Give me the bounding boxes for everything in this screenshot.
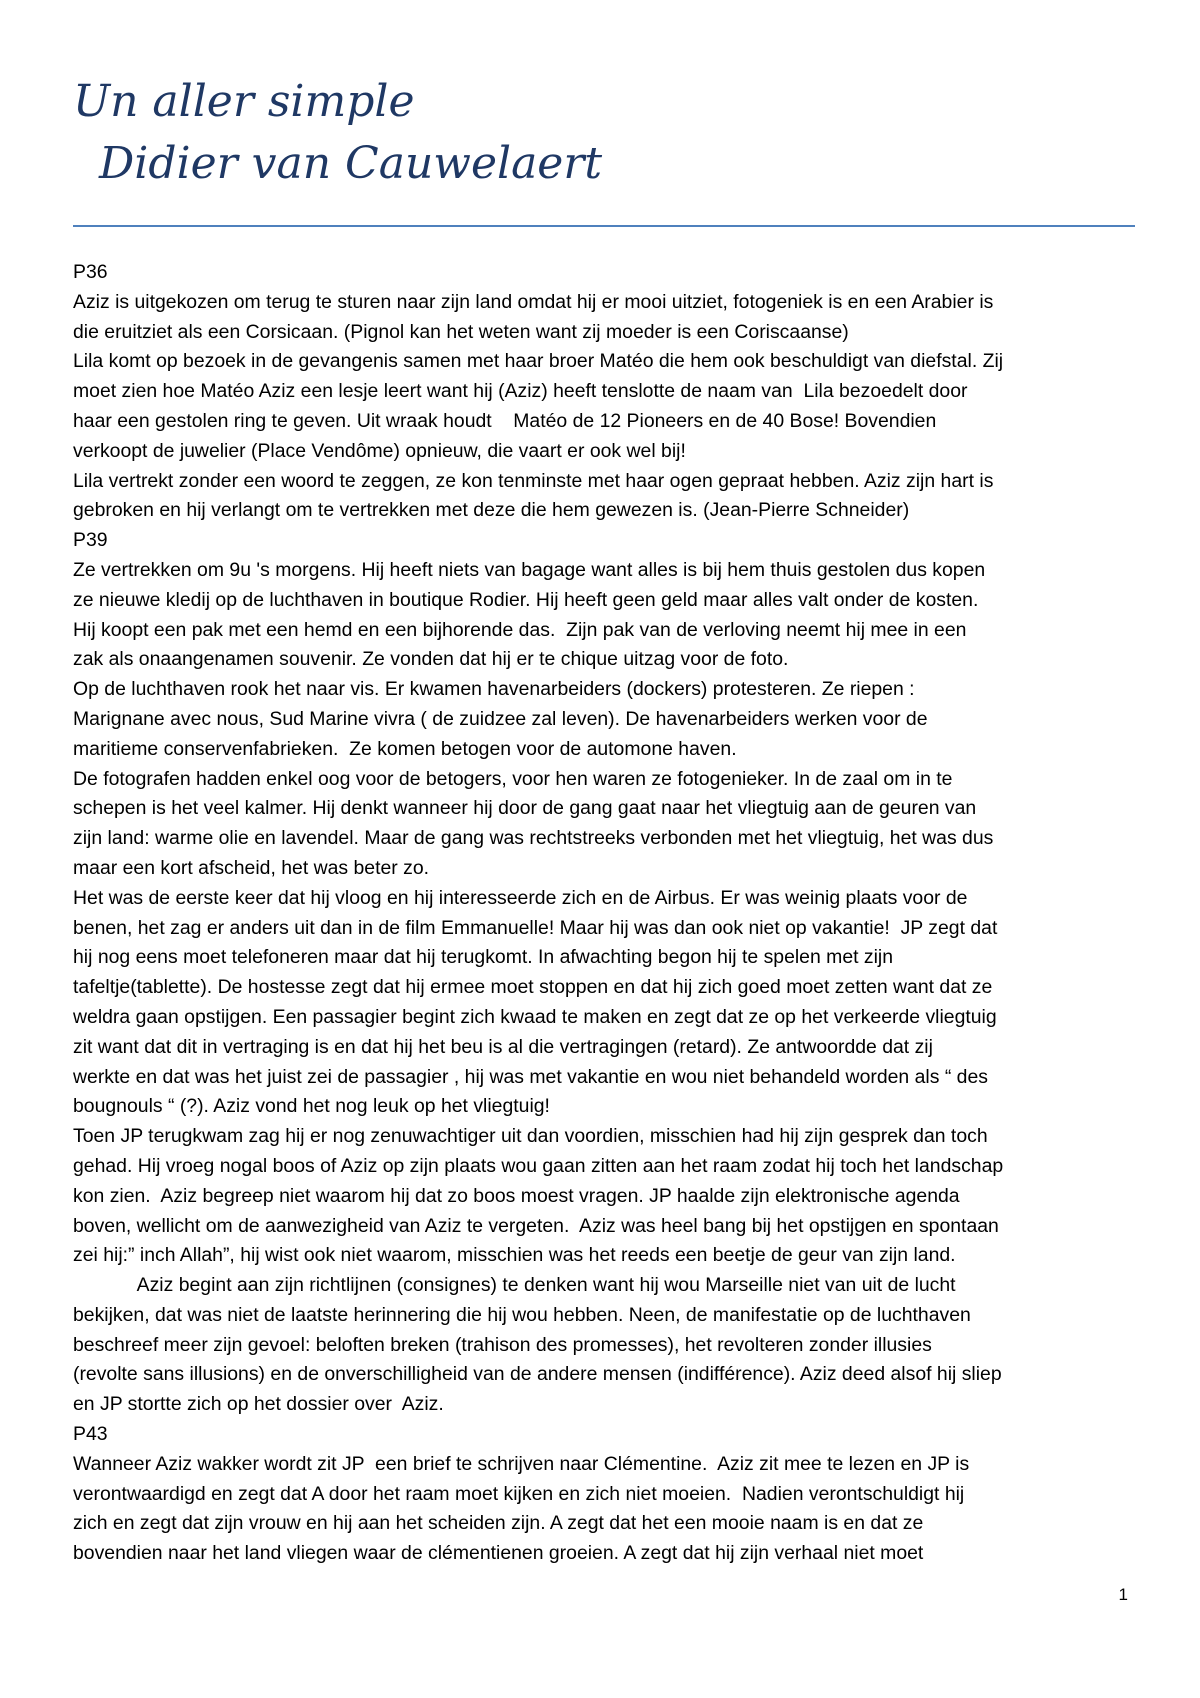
text-line: Hij koopt een pak met een hemd en een bijhorende das. Zijn pak van de verloving neemt hij mee in een xyxy=(73,618,967,641)
text-line: Aziz is uitgekozen om terug te sturen naar zijn land omdat hij er mooi uitziet, fotogeniek is en een Arabier is xyxy=(73,290,994,313)
text-line: weldra gaan opstijgen. Een passagier begint zich kwaad te maken en zegt dat ze op het verkeerde vliegtuig xyxy=(73,1005,997,1028)
text-line: (revolte sans illusions) en de onverschilligheid van de andere mensen (indifférence). Aziz deed alsof hij sliep xyxy=(73,1363,1002,1386)
text-line: ze nieuwe kledij op de luchthaven in boutique Rodier. Hij heeft geen geld maar alles valt onder de kosten. xyxy=(73,588,979,611)
text-line: Toen JP terugkwam zag hij er nog zenuwachtiger uit dan voordien, misschien had hij zijn gesprek dan toch xyxy=(73,1125,988,1148)
document-title: Un aller simple xyxy=(73,76,415,127)
text-line: maritieme conservenfabrieken. Ze komen betogen voor de automone haven. xyxy=(73,737,737,760)
text-line: De fotografen hadden enkel oog voor de betogers, voor hen waren ze fotogenieker. In de zaal om in te xyxy=(73,767,953,790)
text-line: zit want dat dit in vertraging is en dat hij het beu is al die vertragingen (retard). Ze antwoordde dat zij xyxy=(73,1035,933,1058)
text-line: bovendien naar het land vliegen waar de clémentienen groeien. A zegt dat hij zijn verhaal niet moet xyxy=(73,1542,924,1565)
text-line: benen, het zag er anders uit dan in de film Emmanuelle! Maar hij was dan ook niet op vakantie! JP zegt dat xyxy=(73,916,998,939)
text-line: tafeltje(tablette). De hostesse zegt dat hij ermee moet stoppen en dat hij zich goed moet zetten want dat ze xyxy=(73,976,993,999)
text-line: verontwaardigd en zegt dat A door het raam moet kijken en zich niet moeien. Nadien verontschuldigt hij xyxy=(73,1482,965,1505)
text-line: moet zien hoe Matéo Aziz een lesje leert want hij (Aziz) heeft tenslotte de naam van Lila bezoedelt door xyxy=(73,380,968,403)
text-line: bougnouls “ (?). Aziz vond het nog leuk op het vliegtuig! xyxy=(73,1095,550,1118)
text-line: die eruitziet als een Corsicaan. (Pignol kan het weten want zij moeder is een Coriscaanse) xyxy=(73,320,849,343)
text-line: Aziz begint aan zijn richtlijnen (consignes) te denken want hij wou Marseille niet van uit de lucht xyxy=(73,1274,956,1297)
text-line: Op de luchthaven rook het naar vis. Er kwamen havenarbeiders (dockers) protesteren. Ze riepen : xyxy=(73,678,915,701)
text-line: Marignane avec nous, Sud Marine vivra ( de zuidzee zal leven). De havenarbeiders werken voor de xyxy=(73,707,928,730)
text-line: schepen is het veel kalmer. Hij denkt wanneer hij door de gang gaat naar het vliegtuig aan de geuren van xyxy=(73,797,977,820)
text-line: haar een gestolen ring te geven. Uit wraak houdt Matéo de 12 Pioneers en de 40 Bose! Bovendien xyxy=(73,409,937,432)
text-line: gebroken en hij verlangt om te vertrekken met deze die hem gewezen is. (Jean-Pierre Schneider) xyxy=(73,499,910,522)
text-line: maar een kort afscheid, het was beter zo. xyxy=(73,856,430,879)
text-line: werkte en dat was het juist zei de passagier , hij was met vakantie en wou niet behandeld worden als “ des xyxy=(73,1065,988,1088)
text-line: P43 xyxy=(73,1423,108,1446)
text-line: Lila vertrekt zonder een woord te zeggen, ze kon tenminste met haar ogen gepraat hebben. Aziz zijn hart is xyxy=(73,469,994,492)
text-line: verkoopt de juwelier (Place Vendôme) opnieuw, die vaart er ook wel bij! xyxy=(73,439,686,462)
text-line: Ze vertrekken om 9u 's morgens. Hij heeft niets van bagage want alles is bij hem thuis gestolen dus kopen xyxy=(73,558,986,581)
document-author: Didier van Cauwelaert xyxy=(99,138,603,189)
text-line: zijn land: warme olie en lavendel. Maar de gang was rechtstreeks verbonden met het vliegtuig, het was dus xyxy=(73,827,994,850)
title-block xyxy=(73,72,1143,194)
text-line: P36 xyxy=(73,261,108,283)
text-line: gehad. Hij vroeg nogal boos of Aziz op zijn plaats wou gaan zitten aan het raam zodat hij toch het landschap xyxy=(73,1154,1004,1177)
text-line: en JP stortte zich op het dossier over Aziz. xyxy=(73,1393,444,1416)
text-line: zei hij:” inch Allah”, hij wist ook niet waarom, misschien was het reeds een beetje de geur van zijn land. xyxy=(73,1244,956,1267)
text-line: Lila komt op bezoek in de gevangenis samen met haar broer Matéo die hem ook beschuldigt van diefstal. Zij xyxy=(73,350,1004,373)
text-line: Wanneer Aziz wakker wordt zit JP een brief te schrijven naar Clémentine. Aziz zit mee te lezen en JP is xyxy=(73,1452,970,1475)
text-line: kon zien. Aziz begreep niet waarom hij dat zo boos moest vragen. JP haalde zijn elektronische agenda xyxy=(73,1184,960,1207)
text-line: Het was de eerste keer dat hij vloog en hij interesseerde zich en de Airbus. Er was weinig plaats voor de xyxy=(73,886,968,909)
page-number: 1 xyxy=(1118,1585,1128,1604)
text-line: zich en zegt dat zijn vrouw en hij aan het scheiden zijn. A zegt dat het een mooie naam is en dat ze xyxy=(73,1512,924,1535)
text-line: P39 xyxy=(73,529,108,552)
text-line: bekijken, dat was niet de laatste herinnering die hij wou hebben. Neen, de manifestatie op de luchthaven xyxy=(73,1303,971,1326)
title-divider xyxy=(73,225,1135,227)
text-line: zak als onaangenamen souvenir. Ze vonden dat hij er te chique uitzag voor de foto. xyxy=(73,648,789,671)
body-text xyxy=(73,258,1143,1569)
text-line: boven, wellicht om de aanwezigheid van Aziz te vergeten. Aziz was heel bang bij het opstijgen en spontaan xyxy=(73,1214,999,1237)
text-line: beschreef meer zijn gevoel: beloften breken (trahison des promesses), het revolteren zonder illusies xyxy=(73,1333,932,1356)
text-line: hij nog eens moet telefoneren maar dat hij terugkomt. In afwachting begon hij te spelen met zijn xyxy=(73,946,894,969)
